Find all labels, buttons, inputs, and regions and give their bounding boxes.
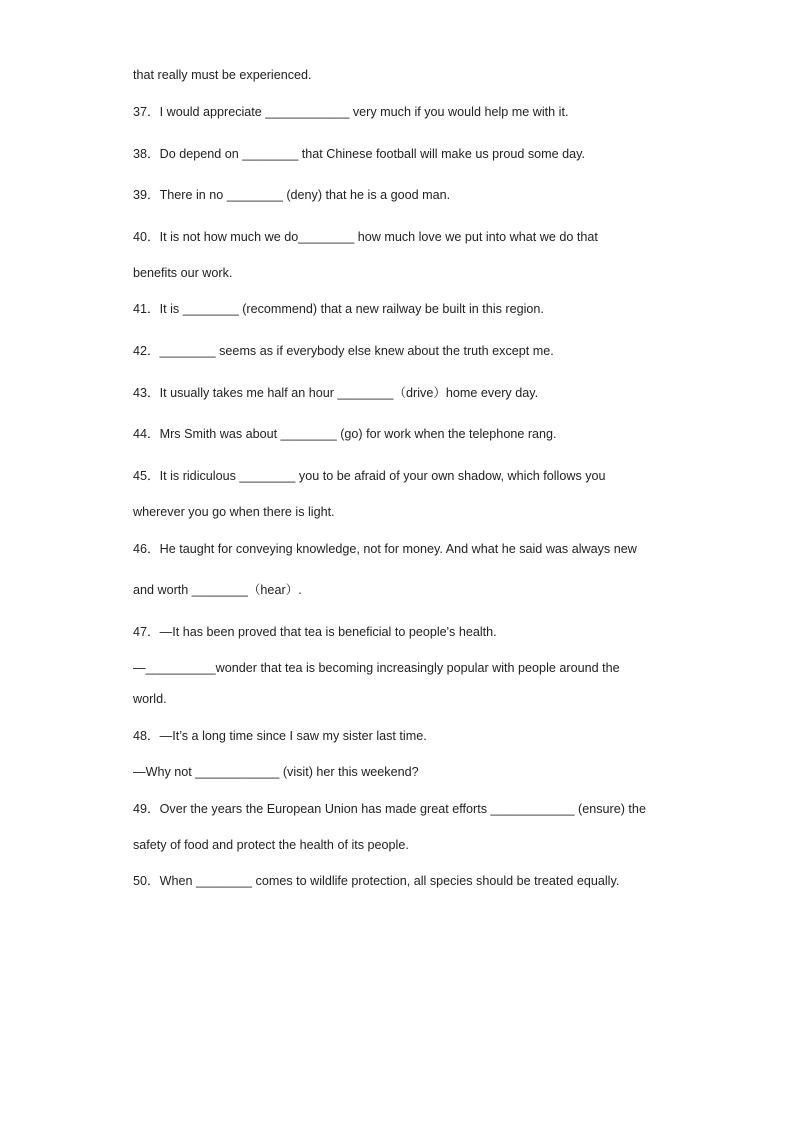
question-48: 48．—It’s a long time since I saw my sister last time.	[133, 729, 427, 743]
text-line: that really must be experienced.	[133, 68, 312, 82]
question-47-continued: world.	[133, 692, 167, 706]
question-50: 50．When ________ comes to wildlife protection, all species should be treated equally.	[133, 874, 620, 888]
question-48-reply: —Why not ____________ (visit) her this weekend?	[133, 765, 419, 779]
question-49: 49．Over the years the European Union has made great efforts ____________ (ensure) the	[133, 802, 646, 816]
question-42: 42．________ seems as if everybody else knew about the truth except me.	[133, 344, 554, 358]
question-47-reply: —__________wonder that tea is becoming increasingly popular with people around the	[133, 661, 620, 675]
question-46-continued: and worth ________（hear）.	[133, 583, 302, 597]
question-49-continued: safety of food and protect the health of its people.	[133, 838, 409, 852]
question-41: 41．It is ________ (recommend) that a new railway be built in this region.	[133, 302, 544, 316]
question-37: 37．I would appreciate ____________ very much if you would help me with it.	[133, 105, 569, 119]
question-45-continued: wherever you go when there is light.	[133, 505, 335, 519]
question-47: 47．—It has been proved that tea is beneficial to people's health.	[133, 625, 497, 639]
question-40-continued: benefits our work.	[133, 266, 233, 280]
question-40: 40．It is not how much we do________ how much love we put into what we do that	[133, 230, 598, 244]
question-38: 38．Do depend on ________ that Chinese football will make us proud some day.	[133, 147, 586, 161]
question-45: 45．It is ridiculous ________ you to be afraid of your own shadow, which follows you	[133, 469, 606, 483]
question-43: 43．It usually takes me half an hour ________（drive）home every day.	[133, 386, 539, 400]
question-46: 46．He taught for conveying knowledge, not for money. And what he said was always new	[133, 542, 637, 556]
question-44: 44．Mrs Smith was about ________ (go) for work when the telephone rang.	[133, 427, 557, 441]
question-39: 39．There in no ________ (deny) that he is a good man.	[133, 188, 451, 202]
